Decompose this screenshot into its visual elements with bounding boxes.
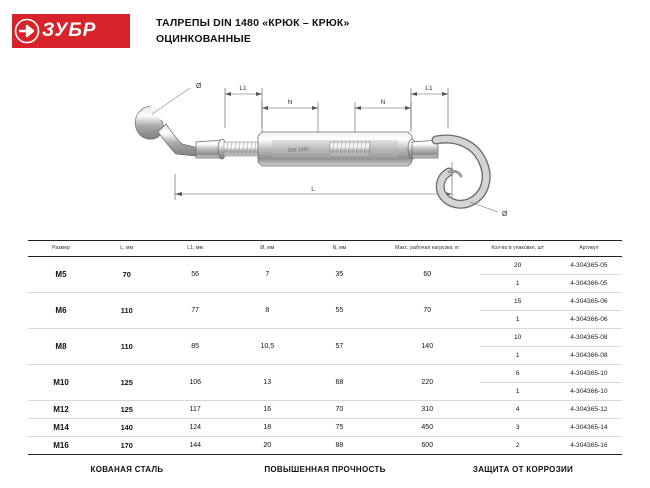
table-body — [28, 257, 622, 455]
cell-pack-qty: 2 — [480, 437, 556, 455]
table-row — [28, 419, 622, 437]
col-header-l1: L1, мм — [160, 241, 231, 257]
table-row — [28, 365, 622, 383]
col-header-article: Артикул — [556, 241, 622, 257]
cell-pack-qty: 1 — [480, 347, 556, 365]
cell-diameter: 16 — [231, 401, 304, 419]
feature-3: ЗАЩИТА ОТ КОРРОЗИИ — [472, 464, 574, 474]
label-n-right: N — [380, 99, 386, 106]
cell-n: 57 — [304, 329, 375, 365]
cell-load: 450 — [375, 419, 480, 437]
title-line-1: ТАЛРЕПЫ DIN 1480 «КРЮК – КРЮК» — [156, 17, 350, 29]
col-header-pack-qty: Кол-во в упаковке, шт — [480, 241, 556, 257]
left-hook — [135, 106, 226, 159]
cell-n: 68 — [304, 365, 375, 401]
cell-length: 140 — [94, 419, 160, 437]
cell-article: 4-304365-16 — [556, 437, 622, 455]
cell-size: M6 — [28, 293, 94, 329]
col-header-diameter: Ø, мм — [231, 241, 304, 257]
col-header-load: Макс. рабочая нагрузка, кг — [375, 241, 480, 257]
cell-diameter: 13 — [231, 365, 304, 401]
table-row — [28, 329, 622, 347]
cell-pack-qty: 6 — [480, 365, 556, 383]
cell-pack-qty: 20 — [480, 257, 556, 275]
cell-pack-qty: 1 — [480, 311, 556, 329]
cell-size: M12 — [28, 401, 94, 419]
cell-article: 4-304365-10 — [556, 365, 622, 383]
thread-right — [330, 142, 370, 156]
table-row — [28, 293, 622, 311]
label-n-left: N — [287, 99, 293, 106]
cell-size: M5 — [28, 257, 94, 293]
col-header-n: N, мм — [304, 241, 375, 257]
cell-load: 310 — [375, 401, 480, 419]
cell-load: 60 — [375, 257, 480, 293]
cell-length-l1: 117 — [160, 401, 231, 419]
table-row — [28, 257, 622, 275]
cell-pack-qty: 3 — [480, 419, 556, 437]
cell-length: 170 — [94, 437, 160, 455]
feature-footer — [28, 455, 622, 483]
cell-size: M8 — [28, 329, 94, 365]
arrow-icon — [12, 14, 42, 48]
cell-load: 70 — [375, 293, 480, 329]
title-line-2: ОЦИНКОВАННЫЕ — [156, 33, 252, 45]
cell-load: 220 — [375, 365, 480, 401]
cell-length: 110 — [94, 293, 160, 329]
cell-length: 125 — [94, 365, 160, 401]
cell-article: 4-304365-12 — [556, 401, 622, 419]
page-title — [156, 17, 350, 45]
cell-article: 4-304366-06 — [556, 311, 622, 329]
cell-pack-qty: 1 — [480, 383, 556, 401]
cell-length-l1: 56 — [160, 257, 231, 293]
product-diagram — [0, 62, 650, 232]
cell-article: 4-304365-06 — [556, 293, 622, 311]
cell-length: 110 — [94, 329, 160, 365]
cell-diameter: 18 — [231, 419, 304, 437]
cell-length-l1: 106 — [160, 365, 231, 401]
feature-1: КОВАНАЯ СТАЛЬ — [90, 464, 164, 474]
cell-length: 125 — [94, 401, 160, 419]
label-diameter-left: Ø — [196, 83, 202, 90]
cell-article: 4-304365-05 — [556, 257, 622, 275]
cell-pack-qty: 4 — [480, 401, 556, 419]
specification-table — [28, 240, 622, 455]
cell-article: 4-304365-08 — [556, 329, 622, 347]
cell-length-l1: 77 — [160, 293, 231, 329]
label-l1-right: L1 — [425, 85, 433, 92]
label-l-total: L — [311, 186, 315, 193]
cell-pack-qty: 10 — [480, 329, 556, 347]
cell-diameter: 20 — [231, 437, 304, 455]
cell-size: M16 — [28, 437, 94, 455]
cell-size: M10 — [28, 365, 94, 401]
cell-length-l1: 144 — [160, 437, 231, 455]
table-header-row — [28, 241, 622, 257]
cell-length-l1: 124 — [160, 419, 231, 437]
cell-diameter: 7 — [231, 257, 304, 293]
cell-article: 4-304366-05 — [556, 275, 622, 293]
brand-name: ЗУБР — [42, 20, 97, 41]
cell-load: 600 — [375, 437, 480, 455]
cell-article: 4-304365-14 — [556, 419, 622, 437]
cell-length-l1: 85 — [160, 329, 231, 365]
cell-size: M14 — [28, 419, 94, 437]
feature-2: ПОВЫШЕННАЯ ПРОЧНОСТЬ — [264, 464, 386, 474]
cell-n: 70 — [304, 401, 375, 419]
label-diameter-right: Ø — [502, 211, 508, 218]
right-hook — [408, 139, 486, 204]
cell-pack-qty: 15 — [480, 293, 556, 311]
brand-logo — [12, 14, 130, 48]
cell-pack-qty: 1 — [480, 275, 556, 293]
cell-n: 88 — [304, 437, 375, 455]
cell-diameter: 10,5 — [231, 329, 304, 365]
cell-n: 75 — [304, 419, 375, 437]
cell-n: 35 — [304, 257, 375, 293]
col-header-size: Размер — [28, 241, 94, 257]
cell-article: 4-304366-10 — [556, 383, 622, 401]
cell-load: 140 — [375, 329, 480, 365]
cell-length: 70 — [94, 257, 160, 293]
page-header — [0, 0, 650, 62]
table-row — [28, 401, 622, 419]
table-row — [28, 437, 622, 455]
label-l1-left: L1 — [239, 85, 247, 92]
cell-article: 4-304366-08 — [556, 347, 622, 365]
col-header-l: L, мм — [94, 241, 160, 257]
cell-n: 55 — [304, 293, 375, 329]
body-marking: DIN 1480 — [287, 146, 310, 154]
cell-diameter: 8 — [231, 293, 304, 329]
